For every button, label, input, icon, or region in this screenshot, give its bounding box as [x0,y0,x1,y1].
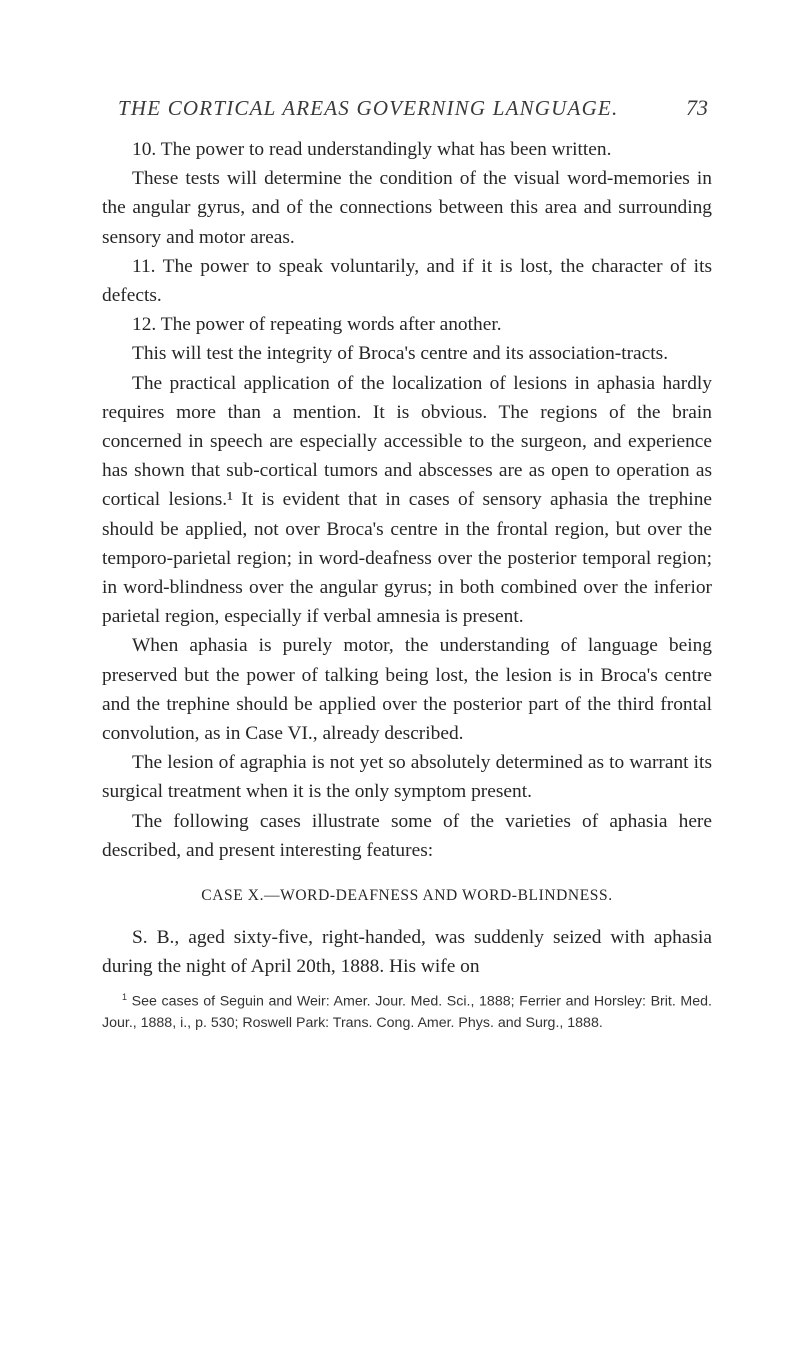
book-page [102,95,712,1033]
page-number: 73 [686,95,708,120]
paragraph-case-x: S. B., aged sixty-five, right-handed, was suddenly seized with aphasia during the night of April 20th, 1888. His wife on [102,927,712,978]
footnote [102,987,712,1033]
footnote-text: See cases of Seguin and Weir: Amer. Jour. Med. Sci., 1888; Ferrier and Horsley: Brit. Med. Jour., 1888, i., p. 530; Roswell Park: Trans. Cong. Amer. Phys. and Surg., 1888. [102,994,712,1031]
paragraph-following-cases: The following cases illustrate some of the varieties of aphasia here described, and present interesting features: [102,810,712,861]
paragraph-practical-application: The practical application of the localization of lesions in aphasia hardly requires more than a mention. It is obvious. The regions of the brain concerned in speech are especially accessible to the surgeon, and experience has shown that sub-cortical tumors and abscesses are as open to operation as cortical lesions.¹ It is evident that in cases of sensory aphasia the trephine should be applied, not over Broca's centre in the frontal region, but over the temporo-parietal region; in word-deafness over the posterior temporal region; in word-blindness over the angular gyrus; in both combined over the inferior parietal region, especially if verbal amnesia is present. [102,372,712,628]
paragraph-item-12: 12. The power of repeating words after another. [132,314,502,336]
paragraph-visual-tests: These tests will determine the condition of the visual word-memories in the angular gyrus, and of the connections between this area and surrounding sensory and motor areas. [102,168,712,248]
body-text [102,135,712,981]
footnote-marker: 1 [122,992,128,1003]
paragraph-motor-aphasia: When aphasia is purely motor, the understanding of language being preserved but the power of talking being lost, the lesion is in Broca's centre and the trephine should be applied over the posterior part of the third frontal convolution, as in Case VI., already described. [102,635,712,745]
running-head [118,95,708,135]
paragraph-item-11: 11. The power to speak voluntarily, and if it is lost, the character of its defects. [102,255,712,307]
paragraph-agraphia: The lesion of agraphia is not yet so absolutely determined as to warrant its surgical treatment when it is the only symptom present. [102,752,712,803]
paragraph-broca-test: This will test the integrity of Broca's centre and its association-tracts. [132,343,669,365]
case-heading: CASE X.—WORD-DEAFNESS AND WORD-BLINDNESS. [201,887,613,905]
paragraph-item-10: 10. The power to read understandingly what has been written. [132,139,612,160]
running-head-title: THE CORTICAL AREAS GOVERNING LANGUAGE. [118,96,619,120]
